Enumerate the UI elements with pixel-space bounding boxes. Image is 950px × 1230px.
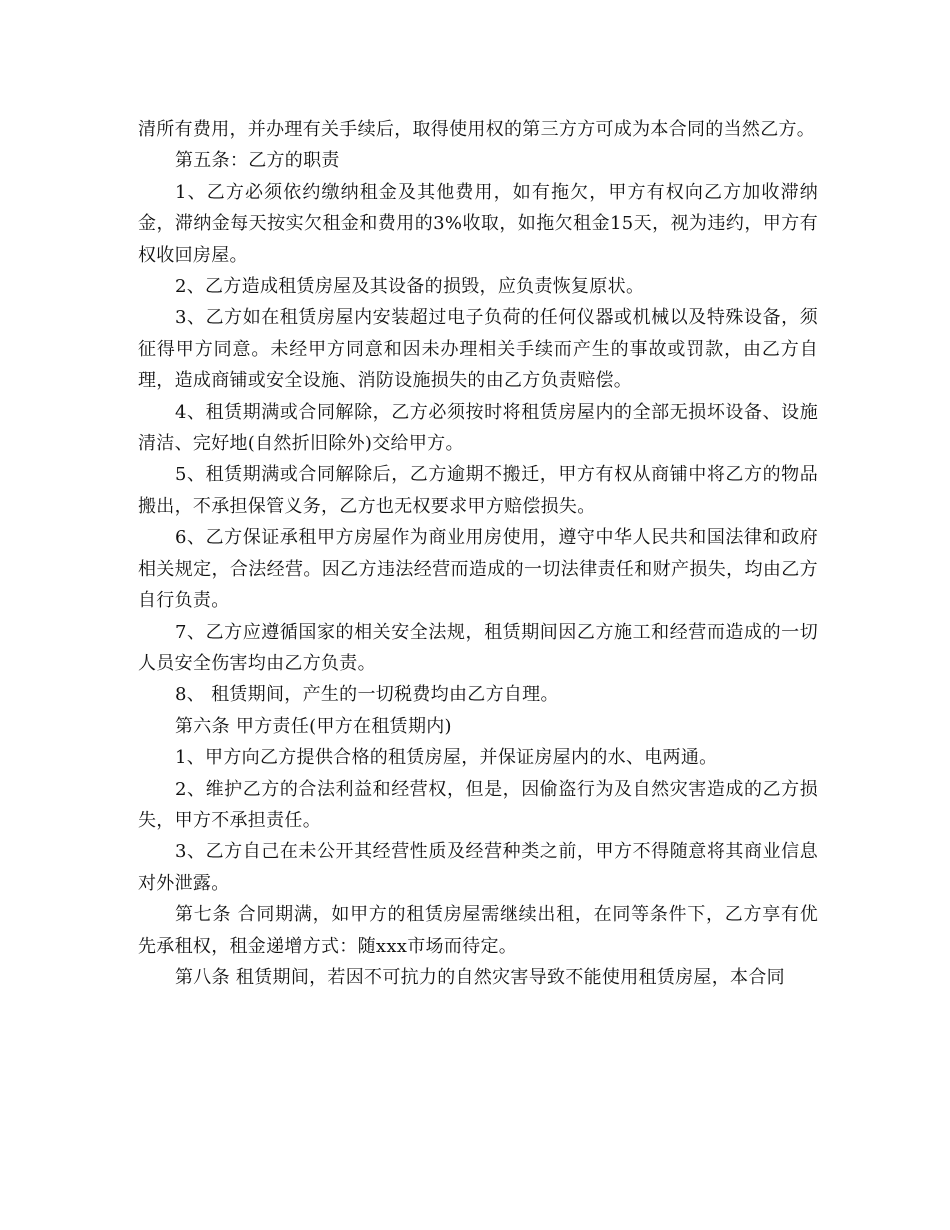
document-body [138, 114, 818, 993]
paragraph: 6、乙方保证承租甲方房屋作为商业用房使用，遵守中华人民共和国法律和政府相关规定，合法经营。因乙方违法经营而造成的一切法律责任和财产损失，均由乙方自行负责。 [138, 527, 818, 612]
section-heading-8: 第八条 租赁期间，若因不可抗力的自然灾害导致不能使用租赁房屋，本合同 [175, 966, 785, 988]
paragraph: 7、乙方应遵循国家的相关安全法规，租赁期间因乙方施工和经营而造成的一切人员安全伤害均由乙方负责。 [138, 621, 818, 674]
paragraph: 2、维护乙方的合法利益和经营权，但是，因偷盗行为及自然灾害造成的乙方损失，甲方不承担责任。 [138, 778, 818, 831]
paragraph: 2、乙方造成租赁房屋及其设备的损毁，应负责恢复原状。 [175, 276, 645, 298]
section-heading-7: 第七条 合同期满，如甲方的租赁房屋需继续出租，在同等条件下，乙方享有优先承租权，租金递增方式：随xxx市场而待定。 [138, 904, 818, 957]
paragraph: 清所有费用，并办理有关手续后，取得使用权的第三方方可成为本合同的当然乙方。 [138, 119, 816, 140]
paragraph: 3、乙方自己在未公开其经营性质及经营种类之前，甲方不得随意将其商业信息对外泄露。 [138, 841, 818, 894]
section-heading-6: 第六条 甲方责任(甲方在租赁期内) [175, 715, 452, 737]
paragraph: 4、租赁期满或合同解除，乙方必须按时将租赁房屋内的全部无损坏设备、设施清洁、完好地(自然折旧除外)交给甲方。 [138, 401, 818, 455]
section-heading-5: 第五条：乙方的职责 [175, 150, 340, 172]
paragraph: 8、 租赁期间，产生的一切税费均由乙方自理。 [175, 684, 559, 706]
paragraph: 5、租赁期满或合同解除后，乙方逾期不搬迁，甲方有权从商铺中将乙方的物品搬出，不承担保管义务，乙方也无权要求甲方赔偿损失。 [138, 464, 818, 517]
paragraph: 1、甲方向乙方提供合格的租赁房屋，并保证房屋内的水、电两通。 [175, 747, 718, 769]
paragraph: 1、乙方必须依约缴纳租金及其他费用，如有拖欠，甲方有权向乙方加收滞纳金，滞纳金每天按实欠租金和费用的3%收取，如拖欠租金15天，视为违约，甲方有权收回房屋。 [138, 181, 818, 266]
paragraph: 3、乙方如在租赁房屋内安装超过电子负荷的任何仪器或机械以及特殊设备，须征得甲方同意。未经甲方同意和因未办理相关手续而产生的事故或罚款，由乙方自理，造成商铺或安全设施、消防设施损失的由乙方负责赔偿。 [138, 307, 818, 392]
